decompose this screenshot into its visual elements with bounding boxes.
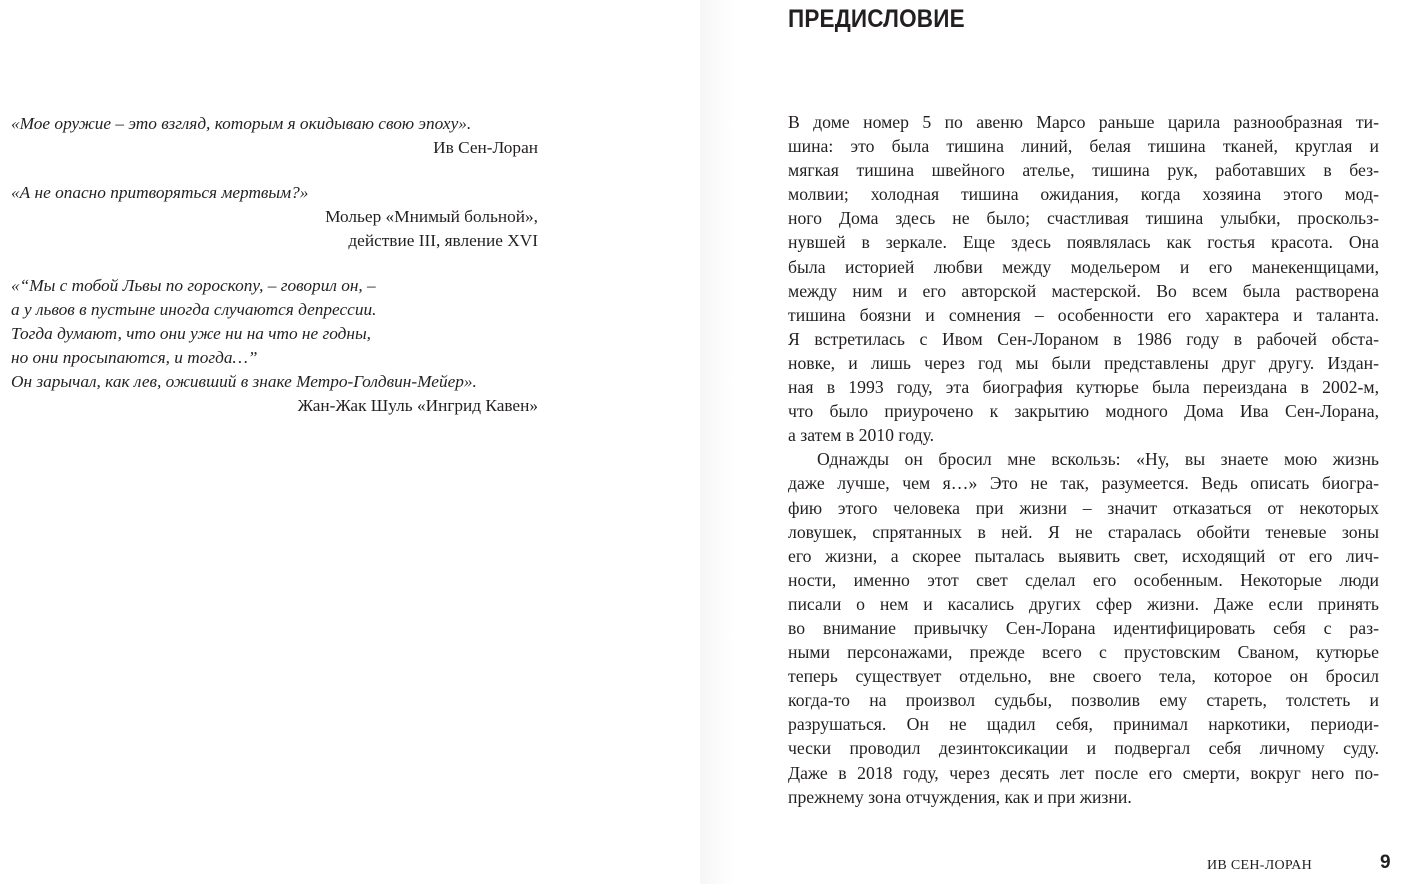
running-head: ИВ СЕН-ЛОРАН xyxy=(1207,858,1313,873)
text-line: разрушаться. Он не щадил себя, принимал наркотики, периоди- xyxy=(788,714,1379,735)
left-page xyxy=(0,0,700,884)
text-line: молвии; холодная тишина ожидания, когда хозяина этого мод- xyxy=(788,184,1379,205)
epigraph xyxy=(11,112,538,160)
body-text xyxy=(788,110,1379,809)
epigraph-line: Он зарычал, как лев, оживший в знаке Метро-Голдвин-Мейер». xyxy=(11,372,477,391)
epigraph xyxy=(11,181,538,253)
text-line: а затем в 2010 году. xyxy=(788,425,935,446)
epigraph-line: но они просыпаются, и тогда…” xyxy=(11,348,258,367)
text-line: шина: это была тишина линий, белая тишина тканей, круглая и xyxy=(788,136,1379,157)
epigraph-line: «А не опасно притворяться мертвым?» xyxy=(11,183,309,202)
epigraphs xyxy=(11,112,538,418)
text-line: была историей любви между модельером и его манекенщицами, xyxy=(788,256,1379,277)
text-line: ного Дома здесь не было; счастливая тишина улыбки, проскольз- xyxy=(788,208,1379,229)
text-line: во внимание привычку Сен-Лорана идентифицировать себя с раз- xyxy=(788,617,1379,638)
paragraph xyxy=(788,447,1379,808)
text-line: В доме номер 5 по авеню Марсо раньше царила разнообразная ти- xyxy=(788,112,1379,132)
epigraph-attribution: Жан-Жак Шуль «Ингрид Кавен» xyxy=(297,396,538,415)
epigraph xyxy=(11,274,538,418)
text-line: чески проводил дезинтоксикации и подвергал себя личному суду. xyxy=(788,738,1379,759)
text-line: мягкая тишина швейного ателье, тишина рук, работавших в без- xyxy=(788,160,1379,181)
epigraph-attribution: действие III, явление XVI xyxy=(348,231,538,250)
text-line: писали о нем и касались других сфер жизни. Даже если принять xyxy=(788,593,1379,614)
text-line: теперь существует отдельно, вне своего тела, которое он бросил xyxy=(788,666,1379,687)
text-line: фию этого человека при жизни – значит отказаться от некоторых xyxy=(788,497,1379,518)
text-line: что было приурочено к закрытию модного Дома Ива Сен-Лорана, xyxy=(788,401,1379,422)
text-line: ная в 1993 году, эта биография кутюрье была переиздана в 2002-м, xyxy=(788,377,1379,398)
paragraph xyxy=(788,110,1379,447)
epigraph-line: «“Мы с тобой Львы по гороскопу, – говорил он, – xyxy=(11,276,376,295)
epigraph-attribution: Мольер «Мнимый больной», xyxy=(325,207,538,226)
epigraph-line: «Мое оружие – это взгляд, которым я окидываю свою эпоху». xyxy=(11,114,472,133)
text-line: ности, именно этот свет сделал его особенным. Некоторые люди xyxy=(788,569,1379,590)
text-line: ловушек, спрятанных в ней. Я не старалась обойти теневые зоны xyxy=(788,521,1379,542)
page-number: 9 xyxy=(1380,852,1391,873)
text-line: когда-то на произвол судьбы, позволив ему стареть, толстеть и xyxy=(788,690,1379,711)
epigraph-line: Тогда думают, что они уже ни на что не годны, xyxy=(11,324,371,343)
text-line: даже лучше, чем я…» Это не так, разумеется. Ведь описать биогра- xyxy=(788,473,1379,494)
epigraph-attribution: Ив Сен-Лоран xyxy=(433,138,538,157)
text-line: Я встретилась с Ивом Сен-Лораном в 1986 году в рабочей обста- xyxy=(788,328,1379,349)
text-line: его жизни, а скорее пыталась выявить свет, исходящий от его лич- xyxy=(788,545,1379,566)
epigraph-line: а у львов в пустыне иногда случаются депрессии. xyxy=(11,300,377,319)
page-title: ПРЕДИСЛОВИЕ xyxy=(788,5,965,33)
text-line: ными персонажами, прежде всего с прустовским Сваном, кутюрье xyxy=(788,642,1379,663)
text-line: новке, и лишь через год мы были представлены друг другу. Издан- xyxy=(788,352,1379,373)
text-line: нувшей в зеркале. Еще здесь появлялась как гостья красота. Она xyxy=(788,232,1379,253)
text-line: тишина боязни и сомнения – особенности его характера и таланта. xyxy=(788,304,1379,325)
text-line: Даже в 2018 году, через десять лет после его смерти, вокруг него по- xyxy=(788,762,1379,783)
text-line: между ним и его авторской мастерской. Во всем была растворена xyxy=(788,280,1379,301)
text-line: Однажды он бросил мне вскользь: «Ну, вы знаете мою жизнь xyxy=(817,449,1379,470)
right-page xyxy=(700,0,1401,884)
text-line: прежнему зона отчуждения, как и при жизни. xyxy=(788,786,1132,807)
